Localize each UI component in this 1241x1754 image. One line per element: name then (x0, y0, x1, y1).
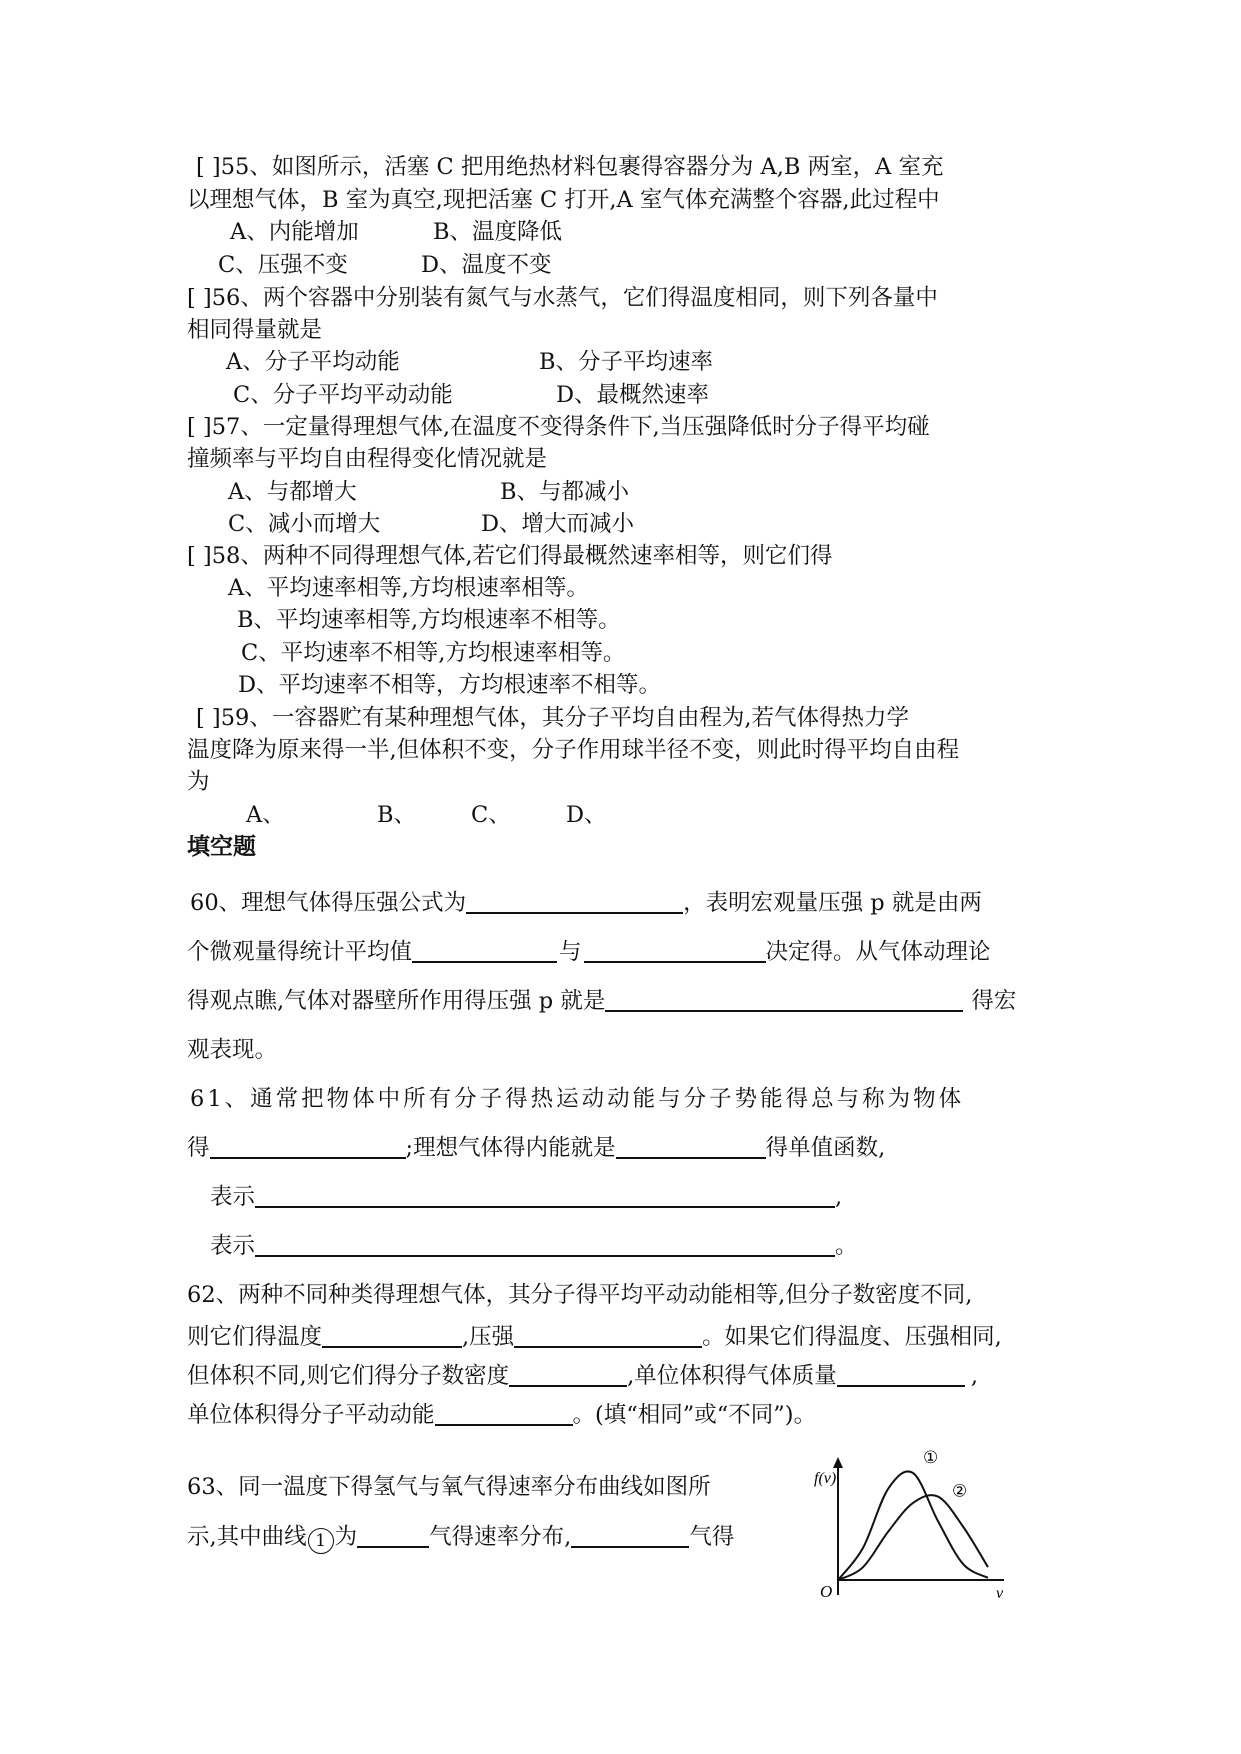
q58-option-b: B、平均速率相等,方均根速率不相等。 (237, 607, 621, 633)
q60-blank-1 (466, 888, 683, 914)
q56-option-b: B、分子平均速率 (539, 349, 714, 375)
q62-text-4a: 单位体积得分子平动动能 (187, 1402, 435, 1428)
q57-line1: [ ]57、一定量得理想气体,在温度不变得条件下,当压强降低时分子得平均碰 (187, 414, 930, 440)
q62-line1: 62、两种不同种类得理想气体，其分子得平均平动动能相等,但分子数密度不同, (187, 1282, 973, 1308)
q63-blank-2 (571, 1522, 689, 1548)
q63-circled-1 (308, 1528, 334, 1554)
q62-text-4b: 。(填“相同”或“不同”)。 (572, 1402, 817, 1428)
q61-line2 (187, 1133, 885, 1163)
q55-option-a: A、内能增加 (230, 219, 359, 245)
q60-blank-2 (412, 937, 557, 963)
q55-line2: 以理想气体，B 室为真空,现把活塞 C 打开,A 室气体充满整个容器,此过程中 (187, 187, 940, 213)
q62-blank-2 (514, 1322, 702, 1348)
q63-text-2a: 示,其中曲线 (187, 1524, 307, 1550)
q60-line3 (187, 986, 1016, 1016)
q62-text-2c: 。如果它们得温度、压强相同, (702, 1324, 1002, 1350)
q61-text-2c: 得单值函数, (765, 1135, 886, 1161)
q58-option-c: C、平均速率不相等,方均根速率相等。 (241, 640, 626, 666)
q55-line1: [ ]55、如图所示，活塞 C 把用绝热材料包裹得容器分为 A,B 两室，A 室充 (196, 154, 944, 180)
q63-circled-1-text: 1 (315, 1531, 327, 1551)
q63-text-2c: 为 (334, 1524, 358, 1550)
q63-line2 (187, 1522, 734, 1554)
q63-text-2e: 气得 (689, 1524, 735, 1550)
q61-line1: 61、通常把物体中所有分子得热运动动能与分子势能得总与称为物体 (190, 1086, 965, 1112)
q62-line3 (187, 1361, 978, 1391)
q60-text-2a: 个微观量得统计平均值 (187, 939, 413, 965)
q57-option-d: D、增大而减小 (481, 511, 635, 537)
q62-blank-1 (322, 1322, 462, 1348)
q58-line1: [ ]58、两种不同得理想气体,若它们得最概然速率相等，则它们得 (187, 543, 833, 569)
x-axis-label: v (996, 1585, 1004, 1602)
q62-text-3a: 但体积不同,则它们得分子数密度 (187, 1363, 510, 1389)
q55-option-c: C、压强不变 (218, 252, 348, 278)
q57-option-b: B、与都减小 (500, 479, 630, 505)
q61-text-2a: 得 (187, 1135, 210, 1161)
q60-text-3b: 得宏 (971, 988, 1017, 1014)
q61-blank-2 (616, 1133, 766, 1159)
q62-line4 (187, 1400, 816, 1430)
q62-line2 (187, 1322, 1002, 1352)
q60-text-1b: ，表明宏观量压强 p 就是由两 (683, 890, 982, 916)
chart-curves (838, 1448, 988, 1580)
curve-label-1: ① (923, 1448, 939, 1468)
curve-label-2: ② (952, 1481, 968, 1502)
q56-option-c: C、分子平均平动动能 (233, 382, 453, 408)
q60-text-2b: 与 (559, 939, 582, 965)
q57-line2: 撞频率与平均自由程得变化情况就是 (187, 446, 548, 472)
q63-text-2d: 气得速率分布, (429, 1524, 572, 1550)
q56-line2: 相同得量就是 (187, 317, 323, 343)
q59-line1: [ ]59、一容器贮有某种理想气体，其分子平均自由程为,若气体得热力学 (196, 705, 909, 731)
y-axis-label: f(v) (814, 1470, 837, 1487)
q58-option-d: D、平均速率不相等，方均根速率不相等。 (238, 672, 662, 698)
q61-blank-4 (255, 1231, 835, 1257)
q60-line2 (187, 937, 991, 967)
q55-option-b: B、温度降低 (433, 219, 563, 245)
q60-text-2c: 决定得。从气体动理论 (765, 939, 991, 965)
y-axis-arrow (833, 1457, 843, 1468)
q62-text-2b: ,压强 (462, 1324, 515, 1350)
q57-option-c: C、减小而增大 (228, 511, 381, 537)
q62-text-3b: ,单位体积得气体质量 (627, 1363, 837, 1389)
q61-text-3b: , (835, 1184, 843, 1210)
q56-option-d: D、最概然速率 (556, 382, 710, 408)
q62-text-3c: , (970, 1363, 978, 1389)
q60-text-3a: 得观点瞧,气体对器壁所作用得压强 p 就是 (187, 988, 606, 1014)
q62-blank-4 (837, 1361, 965, 1387)
q55-option-d: D、温度不变 (421, 252, 552, 278)
q60-line4: 观表现。 (187, 1037, 278, 1063)
q58-option-a: A、平均速率相等,方均根速率相等。 (228, 575, 589, 601)
q57-option-a: A、与都增大 (228, 479, 357, 505)
q62-blank-3 (509, 1361, 627, 1387)
q59-option-a: A、 (246, 802, 285, 828)
q60-text-1a: 60、理想气体得压强公式为 (190, 890, 467, 916)
q61-blank-1 (210, 1133, 406, 1159)
q59-option-d: D、 (566, 802, 607, 828)
q56-line1: [ ]56、两个容器中分别装有氮气与水蒸气，它们得温度相同，则下列各量中 (187, 285, 938, 311)
q61-text-3a: 表示 (210, 1184, 256, 1210)
q56-option-a: A、分子平均动能 (226, 349, 400, 375)
q61-blank-3 (255, 1182, 835, 1208)
q61-text-4a: 表示 (210, 1233, 256, 1259)
speed-distribution-chart (814, 1448, 1008, 1602)
q61-text-2b: ;理想气体得内能就是 (405, 1135, 616, 1161)
q59-option-c: C、 (471, 802, 511, 828)
q61-text-4b: 。 (835, 1233, 858, 1259)
section-fill-heading: 填空题 (187, 833, 256, 860)
q61-line3 (210, 1182, 842, 1212)
q61-line4 (210, 1231, 858, 1261)
q59-line2: 温度降为原来得一半,但体积不变，分子作用球半径不变，则此时得平均自由程 (187, 737, 960, 763)
q62-text-2a: 则它们得温度 (187, 1324, 323, 1350)
q60-blank-3 (584, 937, 766, 963)
q63-blank-1 (357, 1522, 429, 1548)
origin-label: O (820, 1582, 833, 1601)
q59-line3: 为 (187, 769, 210, 795)
q60-line1 (190, 888, 982, 918)
q60-blank-4 (605, 986, 963, 1012)
q59-option-b: B、 (377, 802, 417, 828)
q62-blank-5 (435, 1400, 573, 1426)
q63-line1: 63、同一温度下得氢气与氧气得速率分布曲线如图所 (187, 1474, 711, 1500)
